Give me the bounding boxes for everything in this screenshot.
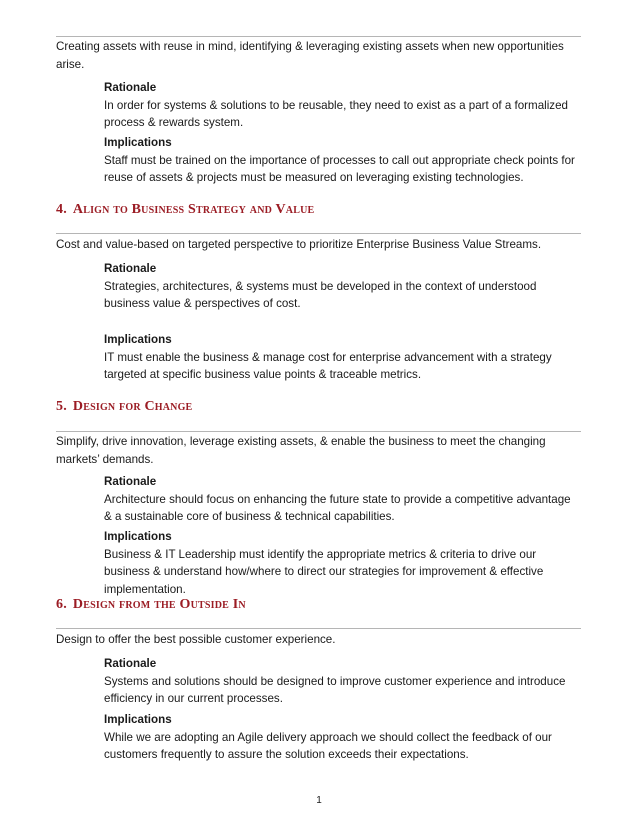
implications-text: While we are adopting an Agile delivery approach we should collect the feedback of our customers frequently to assure the solution exceeds their expectations. xyxy=(104,730,552,761)
rationale-label: Rationale xyxy=(104,475,157,488)
section3-implications xyxy=(104,134,581,187)
rationale-label: Rationale xyxy=(104,81,157,94)
section5-title: Design for Change xyxy=(72,399,193,414)
rationale-text: Systems and solutions should be designed to improve customer experience and introduce efficiency in our current processes. xyxy=(104,674,566,705)
section5-number: 5. xyxy=(56,399,67,414)
section6-implications xyxy=(104,711,581,764)
section5-implications xyxy=(104,528,581,598)
section4-intro: Cost and value-based on targeted perspective to prioritize Enterprise Business Value Streams. xyxy=(56,238,542,251)
section6-rationale xyxy=(104,655,581,708)
section5-heading xyxy=(56,398,581,416)
section5-rationale xyxy=(104,473,581,526)
section4-implications xyxy=(104,331,581,384)
section6-intro: Design to offer the best possible customer experience. xyxy=(56,633,336,646)
implications-label: Implications xyxy=(104,530,172,543)
section6-divider xyxy=(56,628,581,629)
section6-title: Design from the Outside In xyxy=(72,597,246,612)
section4-rationale xyxy=(104,260,581,313)
section4-divider xyxy=(56,233,581,234)
implications-text: IT must enable the business & manage cost for enterprise advancement with a strategy targeted at specific business value points & traceable metrics. xyxy=(104,350,552,381)
section6-heading xyxy=(56,596,581,614)
rationale-text: Architecture should focus on enhancing the future state to provide a competitive advantage & a sustainable core of business & technical capabilities. xyxy=(104,492,571,523)
implications-text: Business & IT Leadership must identify the appropriate metrics & criteria to drive our business & understand how/where to direct our strategies for improvement & effective implementation. xyxy=(104,547,544,596)
section4-number: 4. xyxy=(56,202,67,217)
implications-label: Implications xyxy=(104,713,172,726)
section6-number: 6. xyxy=(56,597,67,612)
section4-heading xyxy=(56,201,581,219)
section4-title: Align to Business Strategy and Value xyxy=(72,202,315,217)
implications-label: Implications xyxy=(104,333,172,346)
section3-rationale xyxy=(104,79,581,132)
rationale-text: In order for systems & solutions to be reusable, they need to exist as a part of a formalized process & rewards system. xyxy=(104,98,568,129)
rationale-text: Strategies, architectures, & systems must be developed in the context of understood business value & perspectives of cost. xyxy=(104,279,537,310)
section3-intro: Creating assets with reuse in mind, identifying & leveraging existing assets when new opportunities arise. xyxy=(56,40,564,71)
rationale-label: Rationale xyxy=(104,657,157,670)
rationale-label: Rationale xyxy=(104,262,157,275)
implications-text: Staff must be trained on the importance of processes to call out appropriate check points for reuse of assets & projects must be measured on leveraging existing technologies. xyxy=(104,153,575,184)
section5-divider xyxy=(56,431,581,432)
implications-label: Implications xyxy=(104,136,172,149)
top-divider xyxy=(56,36,581,37)
page-number: 1 xyxy=(316,795,322,806)
section5-intro: Simplify, drive innovation, leverage existing assets, & enable the business to meet the changing markets’ demands. xyxy=(56,435,546,466)
